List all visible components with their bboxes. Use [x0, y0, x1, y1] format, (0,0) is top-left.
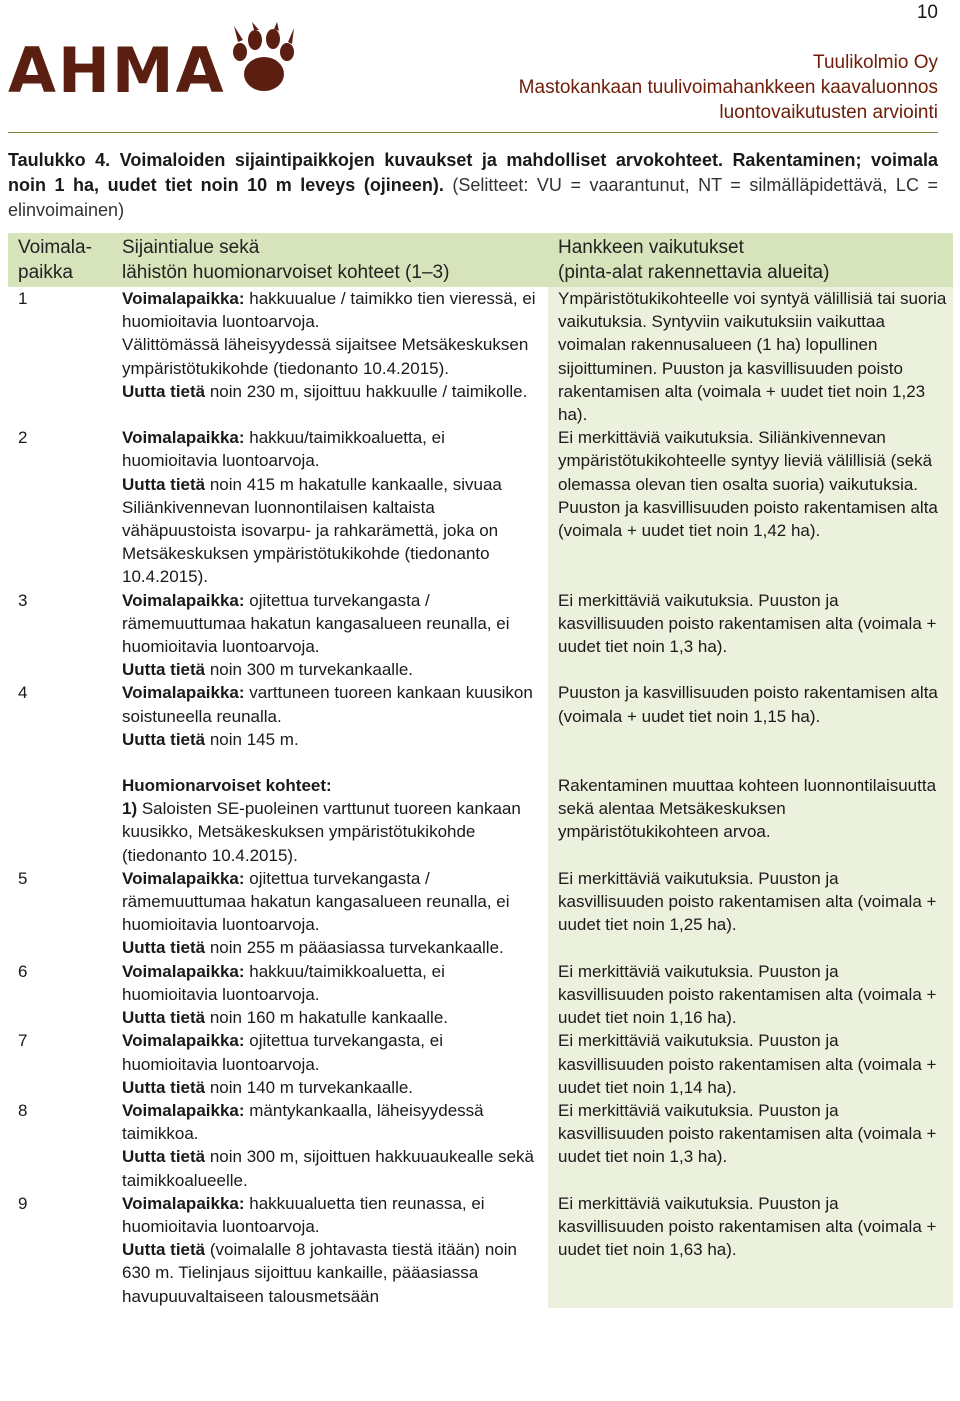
site-description: Voimalapaikka: hakkuu/taimikkoaluetta, ei huomioitavia luontoarvoja. Uutta tietä noin 415 m hakatulle kankaalle, sivuaa Siliänkivennevan luonnontilaisen kaltaista vähäpuustoista isovarpu- ja rahkarämettä, joka on Metsäkeskuksen ympäristötukikohde (tiedonanto 10.4.2015).: [112, 426, 548, 588]
table-row: [8, 1192, 953, 1308]
site-number: 3: [8, 589, 112, 682]
site-number: 7: [8, 1029, 112, 1099]
site-impact: Ei merkittäviä vaikutuksia. Puuston ja kasvillisuuden poisto rakentamisen alta (voimala + uudet tiet noin 1,25 ha).: [548, 867, 953, 960]
table-row: [8, 867, 953, 960]
header-company: Tuulikolmio Oy: [813, 52, 938, 73]
site-description: Voimalapaikka: hakkuualuetta tien reunassa, ei huomioitavia luontoarvoja. Uutta tietä (voimalalle 8 johtavasta tiestä itään) noin 630 m. Tielinjaus sijoittuu kankaille, pääasiassa havupuuvaltaiseen talousmetsään: [112, 1192, 548, 1308]
table-row: [8, 960, 953, 1030]
site-number: 6: [8, 960, 112, 1030]
site-impact: Ei merkittäviä vaikutuksia. Puuston ja kasvillisuuden poisto rakentamisen alta (voimala + uudet tiet noin 1,63 ha).: [548, 1192, 953, 1308]
site-impact: Ei merkittäviä vaikutuksia. Siliänkivennevan ympäristötukikohteelle syntyy lieviä välillisiä (sekä olemassa olevan tien osalta suoria) vaikutuksia. Puuston ja kasvillisuuden poisto rakentamisen alta (voimala + uudet tiet noin 1,42 ha).: [548, 426, 953, 588]
site-description: Voimalapaikka: hakkuualue / taimikko tien vieressä, ei huomioitavia luontoarvoja. Välittömässä läheisyydessä sijaitsee Metsäkeskuksen ympäristötukikohde (tiedonanto 10.4.2015). Uutta tietä noin 230 m, sijoittuu hakkuulle / taimikolle.: [112, 287, 548, 426]
table-header-row: [8, 233, 953, 287]
site-impact: Ei merkittäviä vaikutuksia. Puuston ja kasvillisuuden poisto rakentamisen alta (voimala + uudet tiet noin 1,16 ha).: [548, 960, 953, 1030]
header-site: Voimala- paikka: [8, 233, 112, 287]
table-row: [8, 426, 953, 588]
table-row: [8, 589, 953, 682]
site-description: Voimalapaikka: hakkuu/taimikkoaluetta, ei huomioitavia luontoarvoja. Uutta tietä noin 160 m hakatulle kankaalle.: [112, 960, 548, 1030]
caption-title: Taulukko 4. Voimaloiden sijaintipaikkojen kuvaukset ja mahdolliset arvokohteet. Rakentaminen; voimala noin 1 ha, uudet tiet noin 10 m leveys (ojineen).: [8, 150, 938, 195]
site-number: 1: [8, 287, 112, 426]
table-spacer-row: [8, 751, 953, 774]
table-row-notable-sites: [8, 774, 953, 867]
site-impact: Ei merkittäviä vaikutuksia. Puuston ja kasvillisuuden poisto rakentamisen alta (voimala + uudet tiet noin 1,3 ha).: [548, 589, 953, 682]
page-number: 10: [916, 2, 938, 23]
site-impact: Ei merkittäviä vaikutuksia. Puuston ja kasvillisuuden poisto rakentamisen alta (voimala + uudet tiet noin 1,3 ha).: [548, 1099, 953, 1192]
table-row: [8, 287, 953, 426]
document-header: [519, 50, 938, 125]
header-location: Sijaintialue sekä lähistön huomionarvoiset kohteet (1–3): [112, 233, 548, 287]
site-description: Voimalapaikka: ojitettua turvekangasta / rämemuuttumaa hakatun kangasalueen reunalla, ei huomioitavia luontoarvoja. Uutta tietä noin 300 m turvekankaalle.: [112, 589, 548, 682]
turbine-sites-table: [8, 233, 953, 1308]
site-description: Voimalapaikka: mäntykankaalla, läheisyydessä taimikkoa. Uutta tietä noin 300 m, sijoittuen hakkuuaukealle sekä taimikkoalueelle.: [112, 1099, 548, 1192]
notable-sites-description: Huomionarvoiset kohteet: 1) Saloisten SE-puoleinen varttunut tuoreen kankaan kuusikko, Metsäkeskuksen ympäristötukikohde (tiedonanto 10.4.2015).: [112, 774, 548, 867]
paw-print-icon: [228, 22, 296, 100]
site-number: 4: [8, 681, 112, 751]
site-impact: Ei merkittäviä vaikutuksia. Puuston ja kasvillisuuden poisto rakentamisen alta (voimala + uudet tiet noin 1,14 ha).: [548, 1029, 953, 1099]
site-number: 2: [8, 426, 112, 588]
header-report: luontovaikutusten arviointi: [719, 102, 938, 123]
header-project: Mastokankaan tuulivoimahankkeen kaavaluonnos: [518, 77, 938, 98]
table-caption: [8, 148, 938, 223]
site-description: Voimalapaikka: varttuneen tuoreen kankaan kuusikon soistuneella reunalla. Uutta tietä noin 145 m.: [112, 681, 548, 751]
site-number: 5: [8, 867, 112, 960]
notable-sites-impact: Rakentaminen muuttaa kohteen luonnontilaisuutta sekä alentaa Metsäkeskuksen ympäristötukikohteen arvoa.: [548, 774, 953, 867]
caption-note: (Selitteet: VU = vaarantunut, NT = silmälläpidettävä, LC = elinvoimainen): [8, 175, 938, 220]
site-description: Voimalapaikka: ojitettua turvekangasta / rämemuuttumaa hakatun kangasalueen reunalla, ei huomioitavia luontoarvoja. Uutta tietä noin 255 m pääasiassa turvekankaalle.: [112, 867, 548, 960]
site-number: 9: [8, 1192, 112, 1308]
site-impact: Ympäristötukikohteelle voi syntyä välillisiä tai suoria vaikutuksia. Syntyviin vaikutuksiin vaikuttaa voimalan rakennusalueen (1 ha) lopullinen sijoittuminen. Puuston ja kasvillisuuden poisto rakentamisen alta (voimala + uudet tiet noin 1,23 ha).: [548, 287, 953, 426]
table-row: [8, 681, 953, 751]
site-description: Voimalapaikka: ojitettua turvekangasta, ei huomioitavia luontoarvoja. Uutta tietä noin 140 m turvekankaalle.: [112, 1029, 548, 1099]
header-divider: [8, 132, 938, 133]
ahma-logo: [8, 20, 293, 107]
header-impacts: Hankkeen vaikutukset (pinta-alat rakennettavia alueita): [548, 233, 953, 287]
site-impact: Puuston ja kasvillisuuden poisto rakentamisen alta (voimala + uudet tiet noin 1,15 ha).: [548, 681, 953, 751]
logo-wordmark: AHMA: [8, 34, 226, 107]
table-row: [8, 1099, 953, 1192]
table-row: [8, 1029, 953, 1099]
site-number: 8: [8, 1099, 112, 1192]
